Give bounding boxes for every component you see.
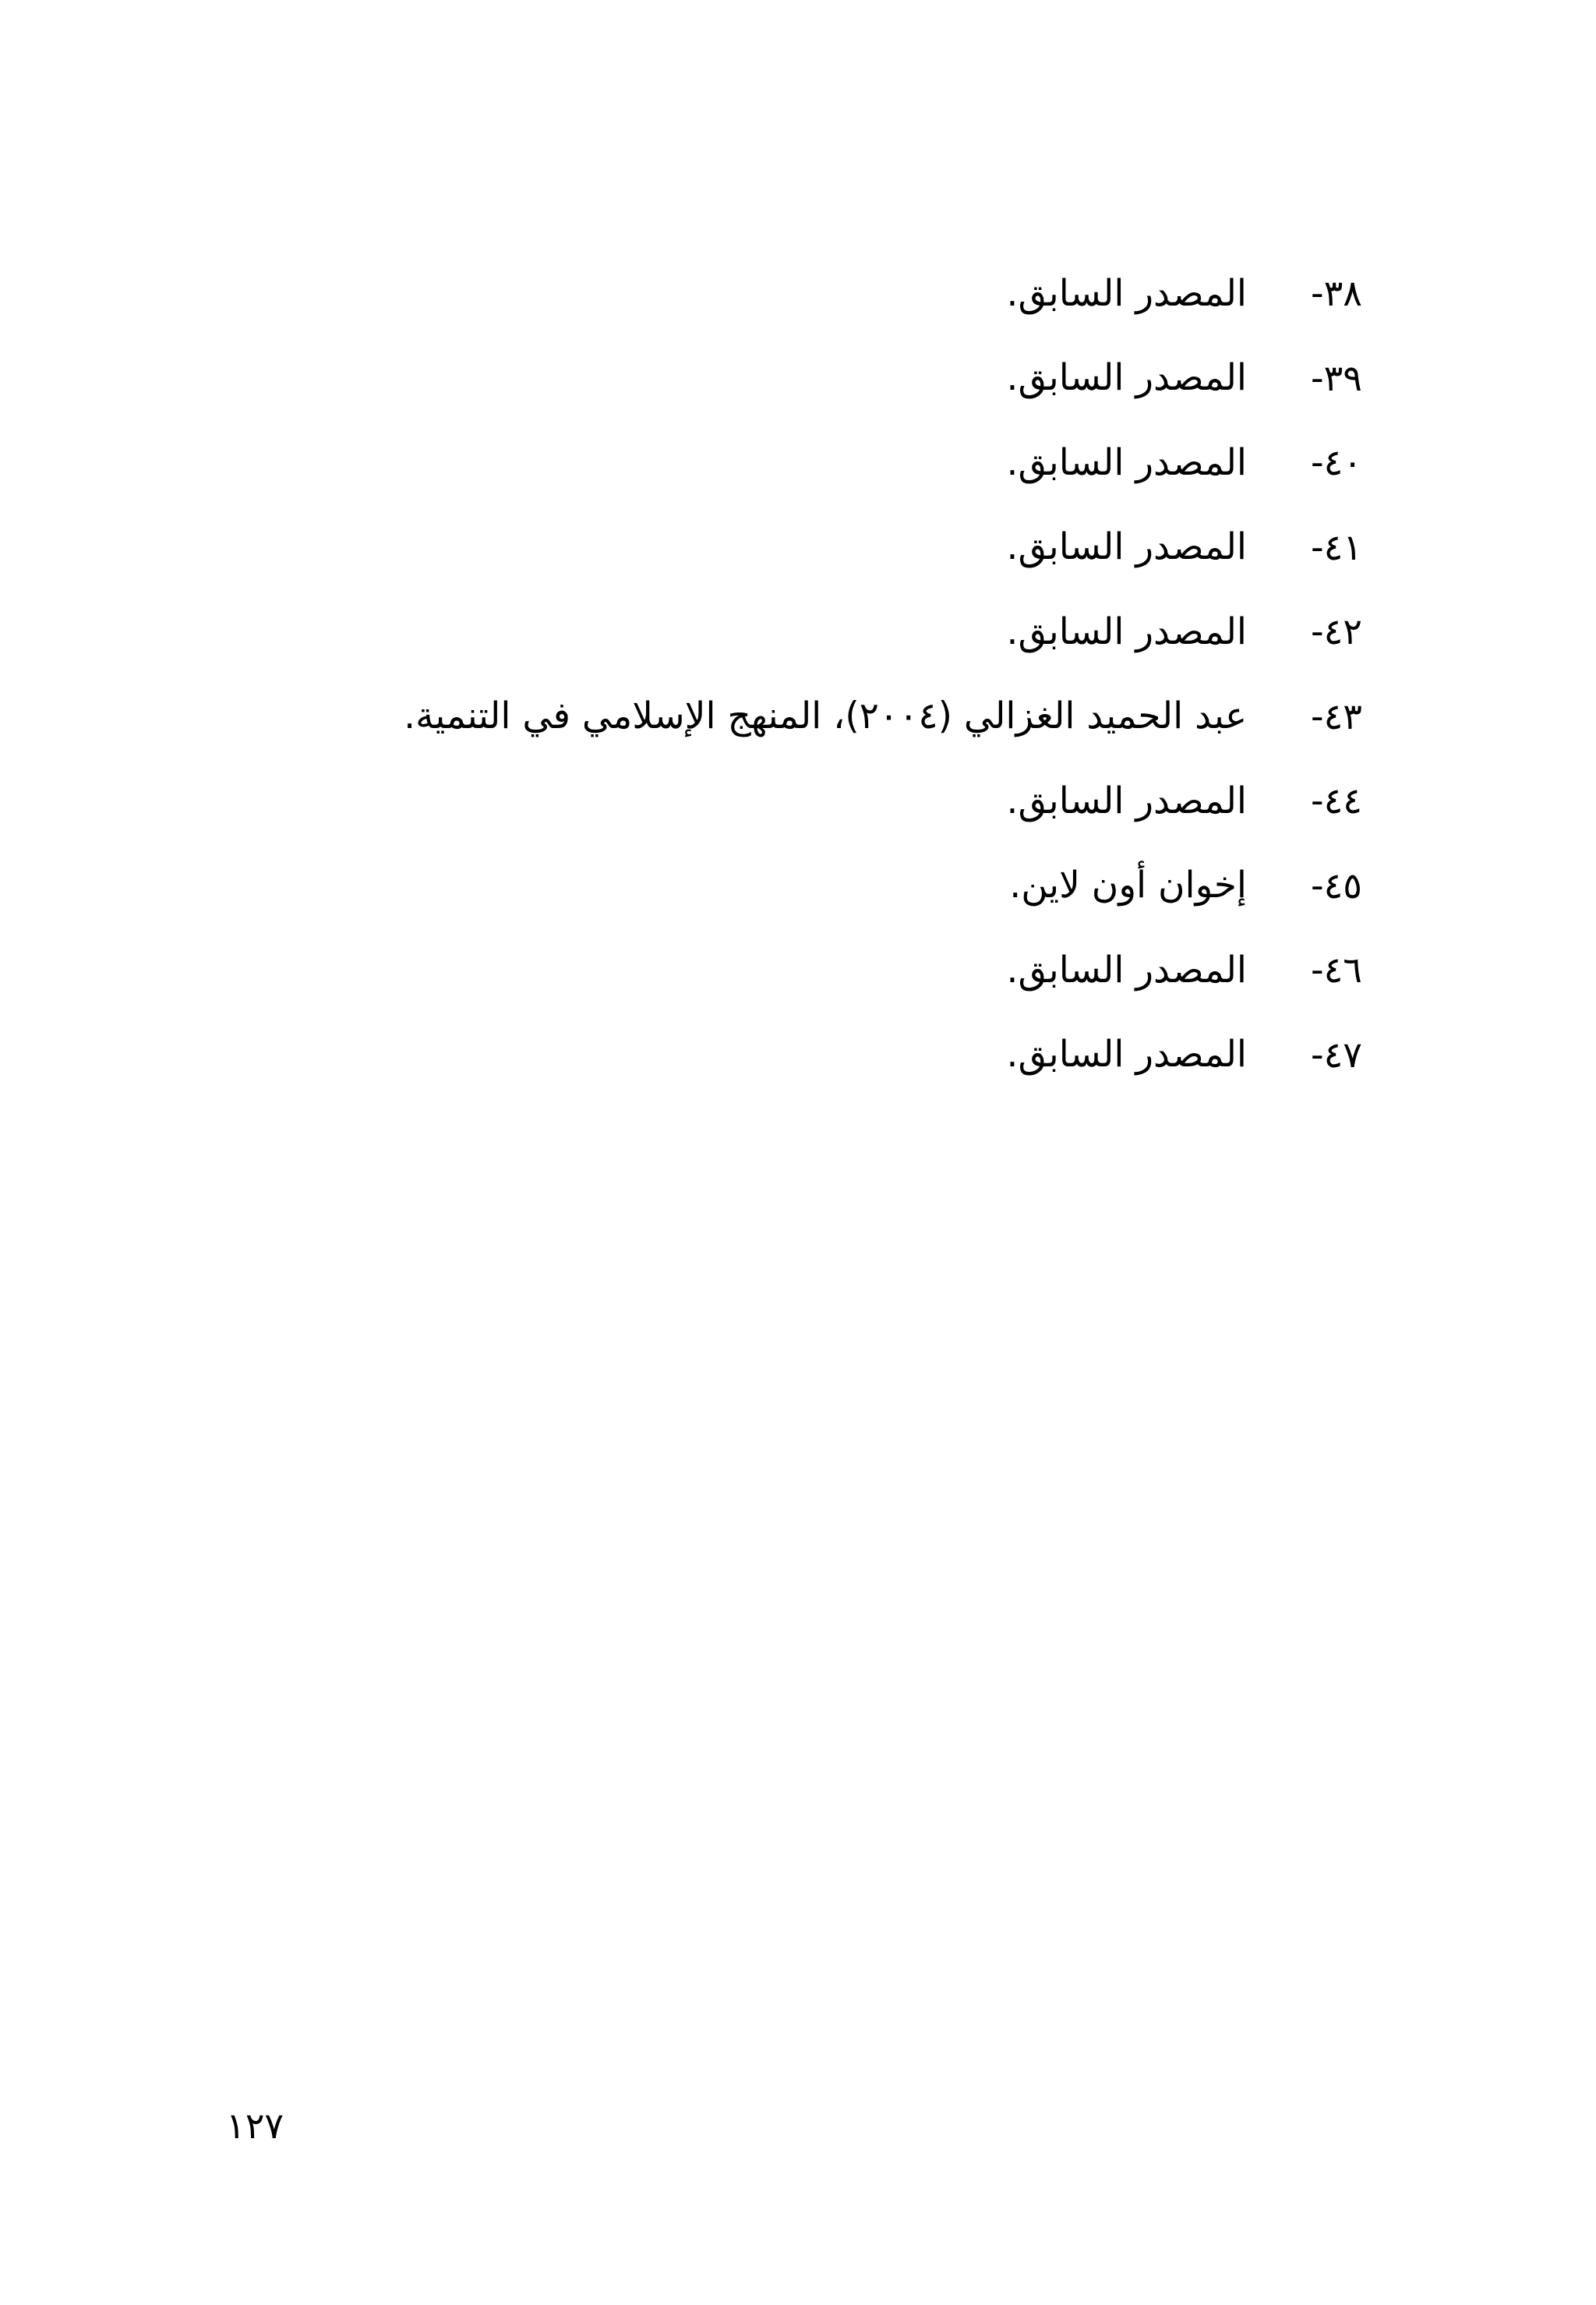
endnote-item <box>224 505 1362 590</box>
page-number: ١٢٧ <box>226 2105 284 2147</box>
endnote-number: ٤٦- <box>1310 949 1362 992</box>
endnote-text: المصدر السابق. <box>1006 779 1247 822</box>
endnote-item <box>224 843 1362 928</box>
endnotes-list <box>224 251 1362 1097</box>
endnote-text: المصدر السابق. <box>1006 610 1247 653</box>
endnote-text: المصدر السابق. <box>1006 271 1247 315</box>
endnote-item <box>224 928 1362 1013</box>
endnote-text: المصدر السابق. <box>1006 356 1247 400</box>
endnote-number: ٤٧- <box>1310 1033 1362 1076</box>
endnote-text: المصدر السابق. <box>1006 440 1247 484</box>
endnote-item <box>224 1013 1362 1098</box>
endnote-item <box>224 336 1362 421</box>
endnote-text: عبد الحميد الغزالي (٢٠٠٤)، المنهج الإسلامي في التنمية. <box>404 695 1247 738</box>
endnote-number: ٤٥- <box>1310 864 1362 907</box>
endnote-item <box>224 758 1362 843</box>
endnote-number: ٤٠- <box>1310 441 1362 484</box>
endnote-number: ٤١- <box>1310 525 1362 568</box>
endnote-text: إخوان أون لاين. <box>1009 864 1247 907</box>
endnote-number: ٤٢- <box>1310 610 1362 653</box>
endnote-number: ٣٩- <box>1310 356 1362 399</box>
endnote-item <box>224 420 1362 505</box>
endnote-text: المصدر السابق. <box>1006 948 1247 992</box>
endnote-text: المصدر السابق. <box>1006 1033 1247 1076</box>
endnote-item <box>224 251 1362 336</box>
endnote-text: المصدر السابق. <box>1006 525 1247 569</box>
endnote-number: ٤٣- <box>1310 695 1362 737</box>
endnote-number: ٣٨- <box>1310 272 1362 315</box>
endnote-item <box>224 589 1362 674</box>
endnote-item <box>224 674 1362 759</box>
endnote-number: ٤٤- <box>1310 780 1362 822</box>
